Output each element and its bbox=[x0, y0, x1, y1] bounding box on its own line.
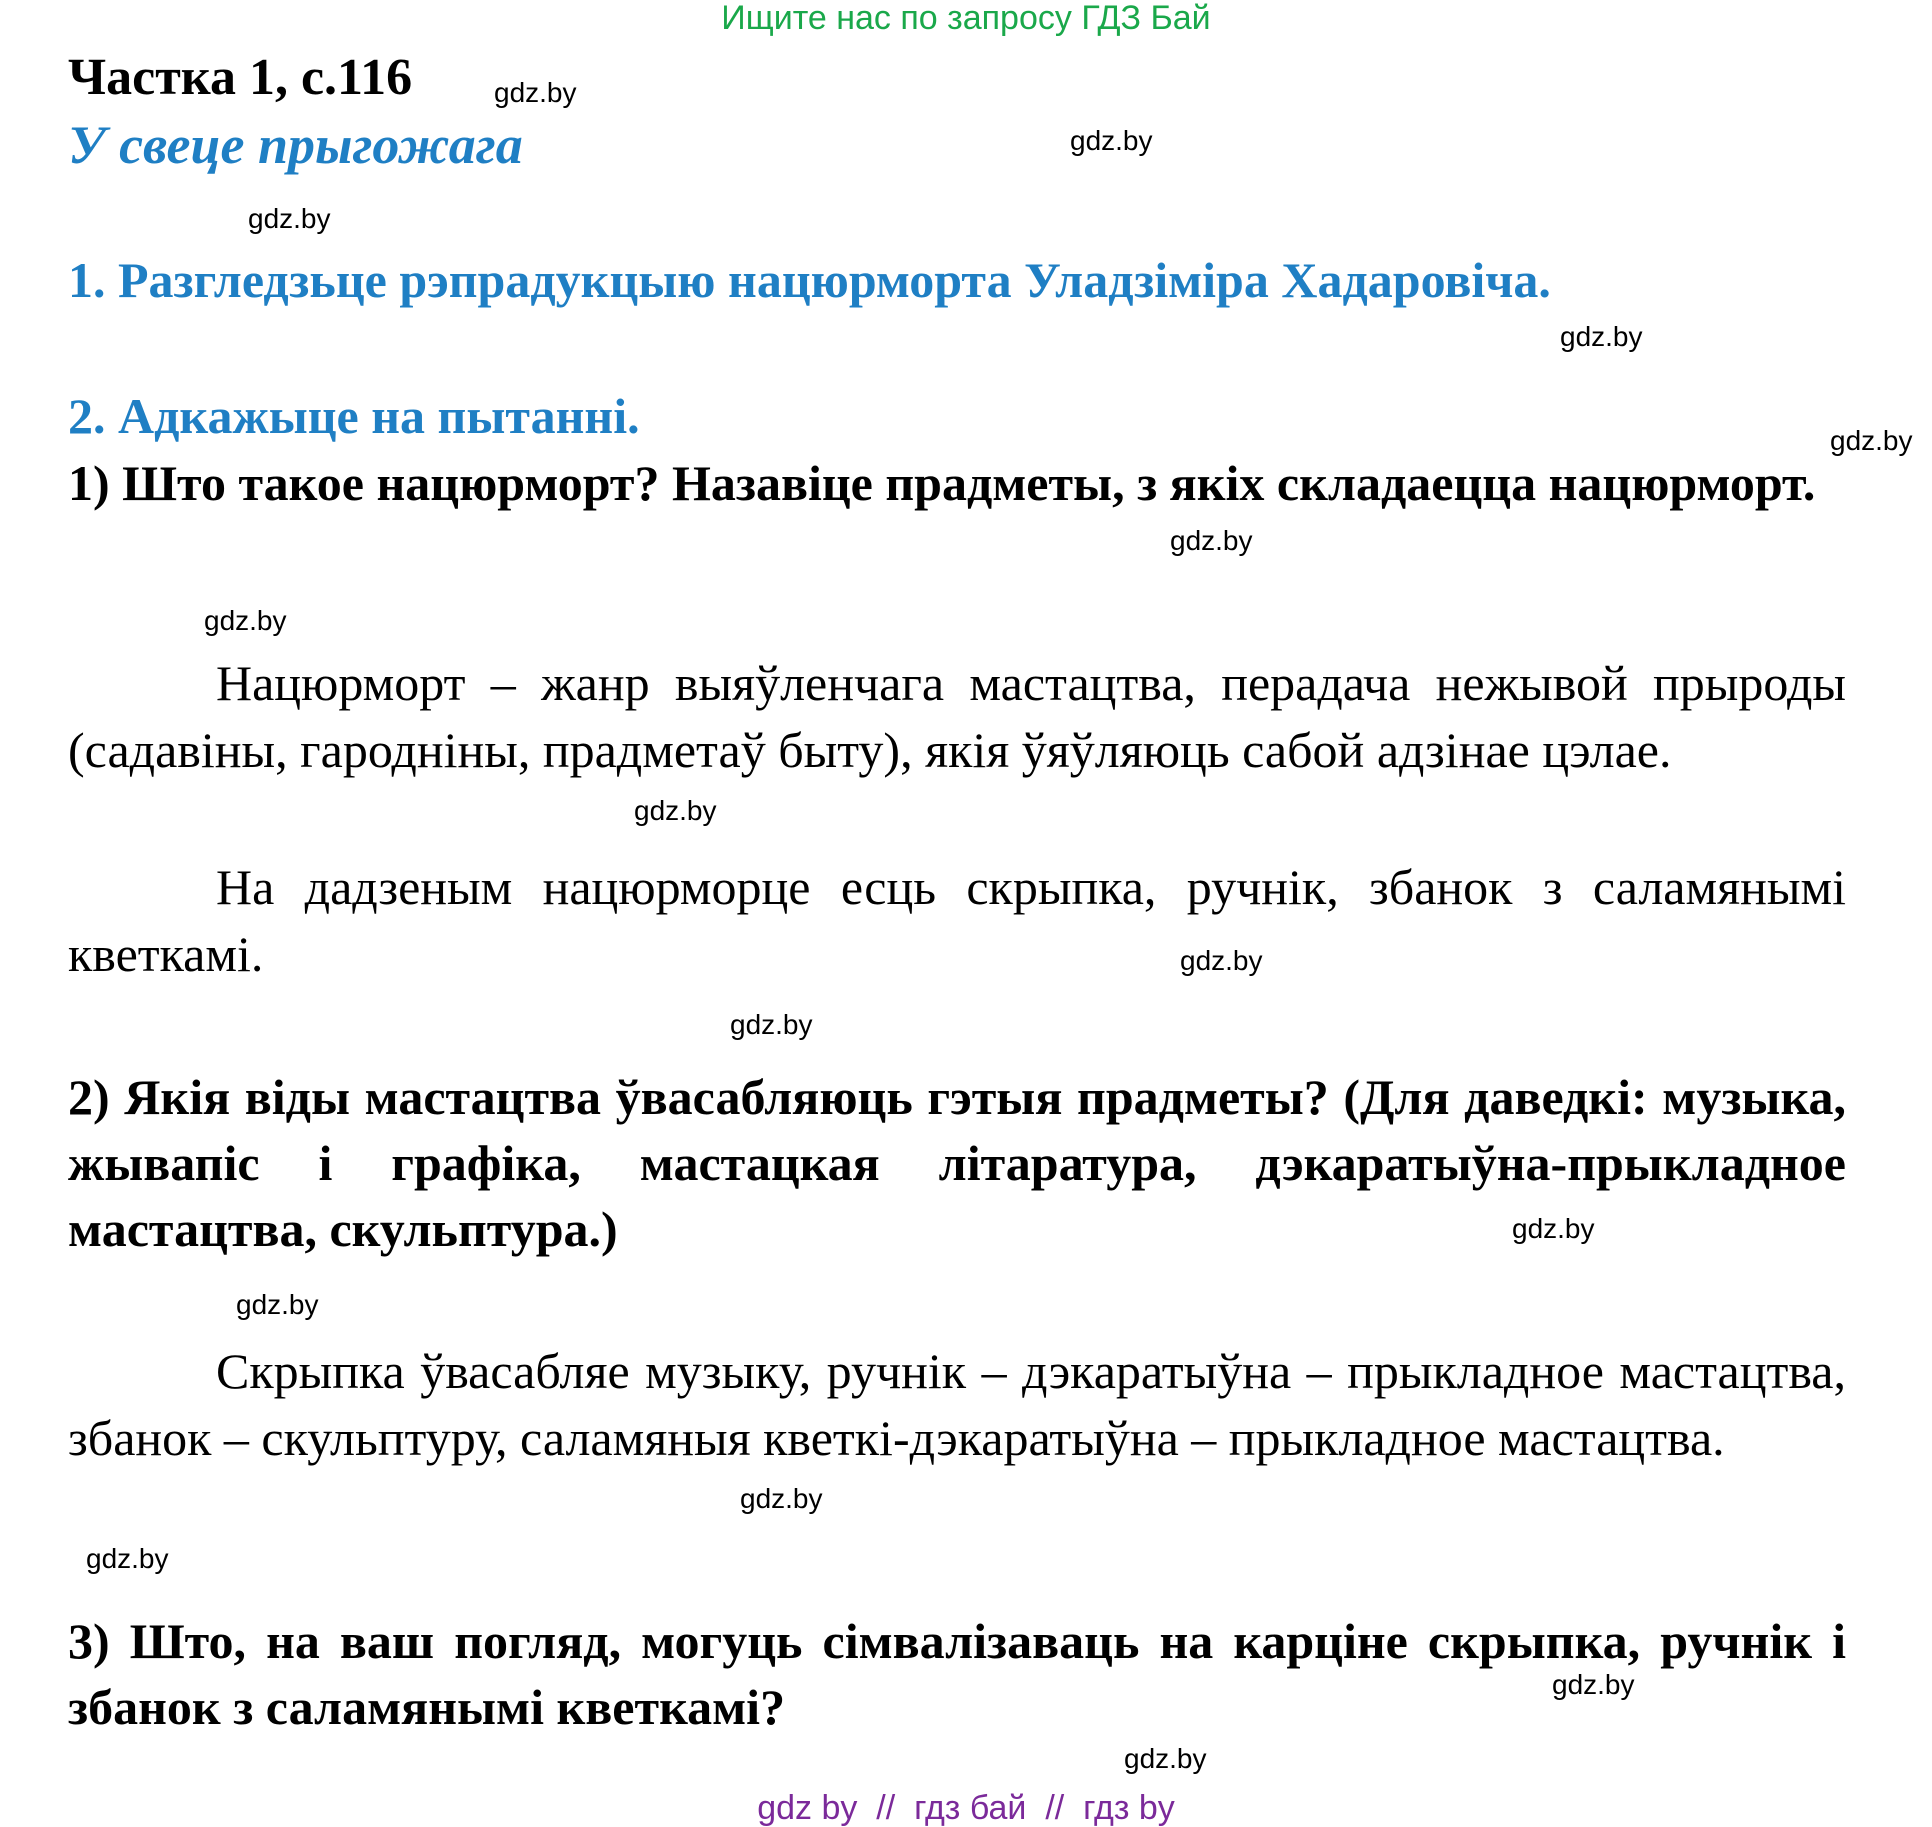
watermark: gdz.by bbox=[1830, 425, 1913, 456]
task-1-heading: 1. Разгледзьце рэпрадукцыю нацюрморта Уладзіміра Хадаровіча. bbox=[68, 252, 1551, 308]
watermark: gdz.by bbox=[1512, 1213, 1595, 1244]
question-1: 1) Што такое нацюрморт? Назавіце прадметы, з якіх складаецца нацюрморт. bbox=[68, 455, 1816, 511]
task-2-heading: 2. Адкажыце на пытанні. bbox=[68, 388, 640, 444]
watermark: gdz.by bbox=[1560, 321, 1643, 352]
watermark: gdz.by bbox=[204, 605, 287, 636]
footer-links[interactable]: gdz by // гдз бай // гдз by bbox=[757, 1789, 1175, 1827]
lesson-subtitle: У свеце прыгожага bbox=[68, 115, 523, 175]
question-2: 2) Якія віды мастацтва ўвасабляюць гэтыя прадметы? (Для даведкі: музыка, жывапіс і графіка, мастацкая літаратура, дэкаратыўна-прыкладное мастацтва, скульптура.) bbox=[68, 1069, 1846, 1257]
top-banner[interactable]: Ищите нас по запросу ГДЗ Бай bbox=[721, 0, 1211, 37]
watermark: gdz.by bbox=[248, 203, 331, 234]
watermark: gdz.by bbox=[730, 1009, 813, 1040]
watermark: gdz.by bbox=[86, 1543, 169, 1574]
watermark: gdz.by bbox=[1170, 525, 1253, 556]
watermark: gdz.by bbox=[236, 1289, 319, 1320]
watermark: gdz.by bbox=[1552, 1669, 1635, 1700]
watermark: gdz.by bbox=[740, 1483, 823, 1514]
watermark: gdz.by bbox=[1070, 125, 1153, 156]
watermark: gdz.by bbox=[634, 795, 717, 826]
answer-2-paragraph-1: Скрыпка ўвасабляе музыку, ручнік – дэкаратыўна – прыкладное мастацтва, збанок – скульптуру, саламяныя кветкі-дэкаратыўна – прыкладное мастацтва. bbox=[68, 1343, 1846, 1466]
answer-1-paragraph-2: На дадзеным нацюрморце есць скрыпка, ручнік, збанок з саламянымі кветкамі. bbox=[68, 859, 1846, 982]
watermark: gdz.by bbox=[1124, 1743, 1207, 1774]
watermark: gdz.by bbox=[1180, 945, 1263, 976]
watermark: gdz.by bbox=[494, 77, 577, 108]
answer-1-paragraph-1: Нацюрморт – жанр выяўленчага мастацтва, перадача нежывой прыроды (садавіны, гародніны, прадметаў быту), якія ўяўляюць сабой адзінае цэлае. bbox=[68, 655, 1846, 778]
part-title: Частка 1, с.116 bbox=[68, 49, 413, 106]
question-3: 3) Што, на ваш погляд, могуць сімвалізаваць на карціне скрыпка, ручнік і збанок з саламянымі кветкамі? bbox=[68, 1613, 1846, 1735]
